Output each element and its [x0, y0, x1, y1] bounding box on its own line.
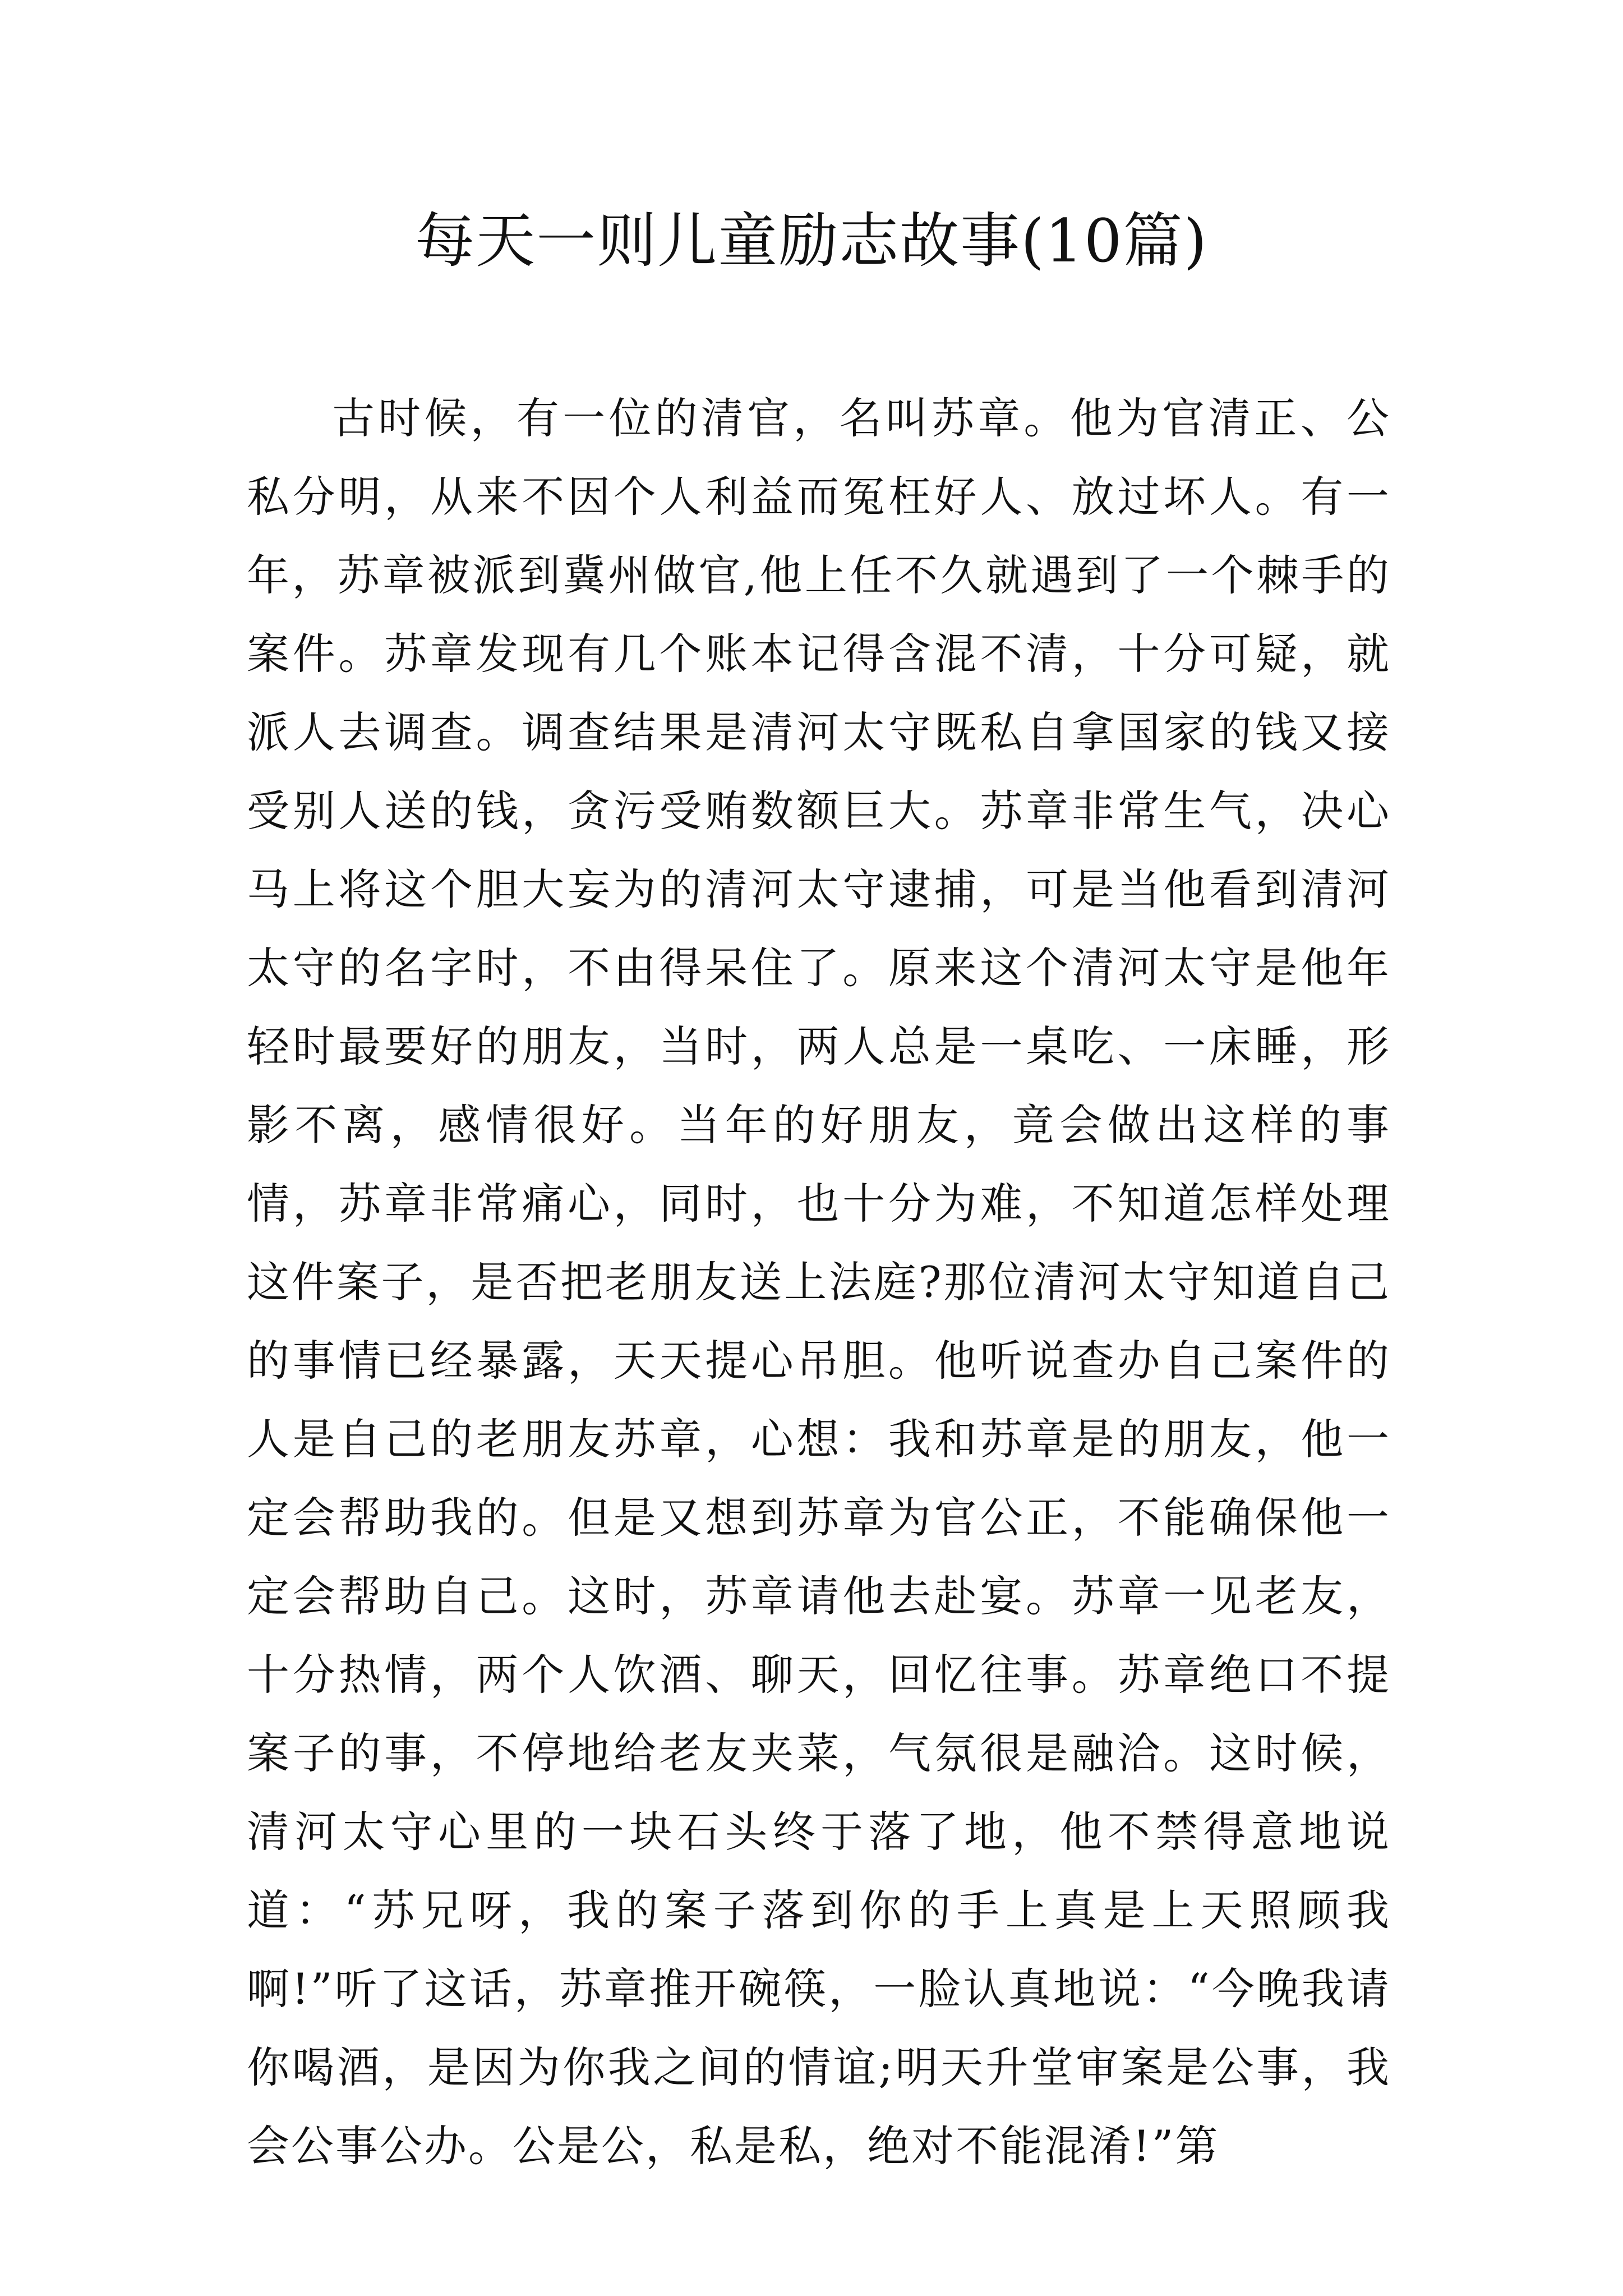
document-title: 每天一则儿童励志故事(10篇) — [415, 206, 1208, 275]
body-paragraph: 古时候，有一位的清官，名叫苏章。他为官清正、公私分明，从来不因个人利益而冤枉好人、放过坏人。有一年，苏章被派到冀州做官,他上任不久就遇到了一个棘手的案件。苏章发现有几个账本记得含混不清，十分可疑，就派人去调查。调查结果是清河太守既私自拿国家的钱又接受别人送的钱，贪污受贿数额巨大。苏章非常生气，决心马上将这个胆大妄为的清河太守逮捕，可是当他看到清河太守的名字时，不由得呆住了。原来这个清河太守是他年轻时最要好的朋友，当时，两人总是一桌吃、一床睡，形影不离，感情很好。当年的好朋友，竟会做出这样的事情，苏章非常痛心，同时，也十分为难，不知道怎样处理这件案子，是否把老朋友送上法庭?那位清河太守知道自己的事情已经暴露，天天提心吊胆。他听说查办自己案件的人是自己的老朋友苏章，心想：我和苏章是的朋友，他一定会帮助我的。但是又想到苏章为官公正，不能确保他一定会帮助自己。这时，苏章请他去赴宴。苏章一见老友，十分热情，两个人饮酒、聊天，回忆往事。苏章绝口不提案子的事，不停地给老友夹菜，气氛很是融洽。这时候，清河太守心里的一块石头终于落了地，他不禁得意地说道：“苏兄呀，我的案子落到你的手上真是上天照顾我啊!”听了这话，苏章推开碗筷，一脸认真地说：“今晚我请你喝酒，是因为你我之间的情谊;明天升堂审案是公事，我会公事公办。公是公，私是私，绝对不能混淆!”第 — [247, 393, 1391, 2171]
